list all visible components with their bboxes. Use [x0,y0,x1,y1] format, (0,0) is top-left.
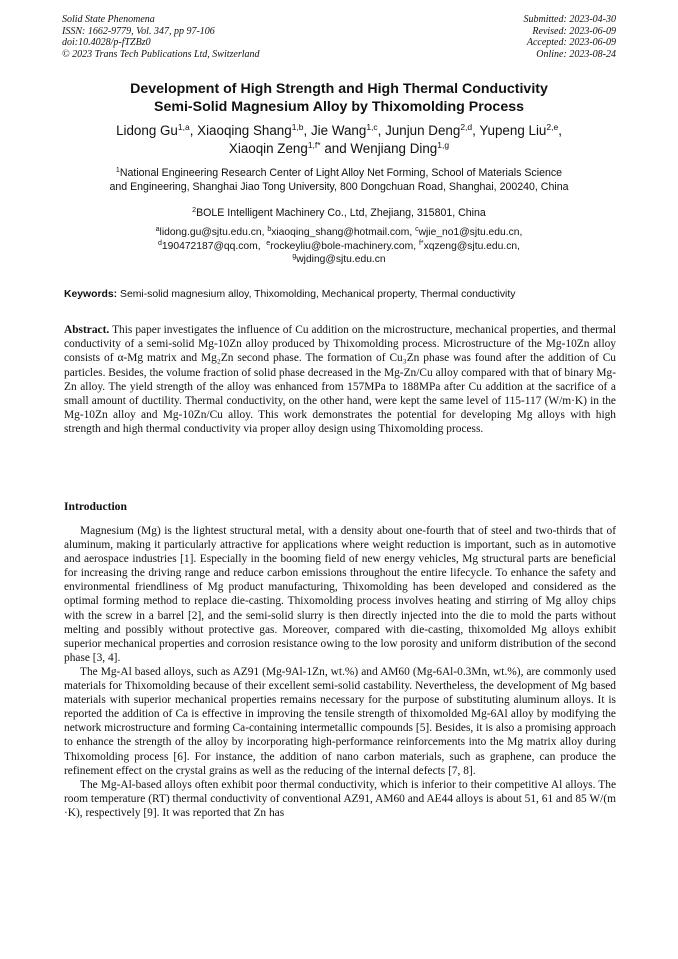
doi: doi:10.4028/p-fTZBz0 [62,37,151,48]
email-sup: d [158,239,162,247]
email-link[interactable]: wjie_no1@sjtu.edu.cn [418,227,520,238]
email-block: $^a$lidong.gu@sjtu.edu.cn, $^b$xiaoqing_shang@hotmail.com, $^c$wjie_no1@sjtu.edu.cn, $^d$190472187@qq.com, $^e$rockeyliu@bole-machinery.com, $^{f*}$xqzeng@sjtu.edu.cn, $^g$wjding@sjtu.edu.cn [155,226,523,265]
author-sup: 1,b [291,122,304,132]
revised-date: Revised: 2023-06-09 [532,25,616,37]
body-paragraph: The Mg-Al-based alloys often exhibit poor thermal conductivity, which is inferior to their competitive Al alloys. The room temperature (RT) thermal conductivity of conventional AZ91, AM60 and AE44 alloys is about 51, 61 and 85 W/(m ·K), respectively [9]. It was reported that Zn has [64,778,616,819]
email-sup: a [155,226,160,233]
author-name: Jie Wang [310,123,367,138]
affiliation-1-line-1: National Engineering Research Center of Light Alloy Net Forming, School of Materials Science [119,167,563,179]
author-sup: 1,f* [307,140,321,150]
author-name: Xiaoqing Shang [197,123,292,138]
keywords-label: Keywords: [64,289,118,300]
email-sup: b [267,226,272,233]
email-sup: g [292,253,297,260]
affiliation-1 [40,166,638,194]
abstract-label: Abstract. [64,324,110,336]
abstract-text: This paper investigates the influence of Cu addition on the microstructure, mechanical properties, and thermal conductivity of a semi-solid Mg-10Zn alloy produced by Thixomolding process. Microstructure of the Mg-10Zn alloy consists of α-Mg matrix and Mg₂Zn second phase. The formation of Cu₃Zn phase was found after the addition of Cu particles. Besides, the volume fraction of solid phase decreased in the Mg-Zn/Cu alloy compared with that of binary Mg-Zn alloy. The yield strength of the alloy was enhanced from 157MPa to 188MPa after Cu addition at the sacrifice of a small amount of ductility. Thermal conductivity, on the other hand, were kept the same level of 115-117 (W/m·K) in the Mg-10Zn alloy and Mg-10Zn/Cu alloy. This work demonstrates the potential for developing Mg alloys with high strength and high thermal conductivity via proper alloy design using Thixomolding process. [64,324,616,436]
journal-name: Solid State Phenomena [62,14,155,25]
email-link[interactable]: lidong.gu@sjtu.edu.cn [159,227,262,238]
journal-info [62,14,260,60]
author-sup: 1,g [437,140,450,150]
author-conjunction: and [324,141,347,156]
email-link[interactable]: wjding@sjtu.edu.cn [296,254,386,265]
author-sup: 2,d [460,122,473,132]
abstract [64,323,616,437]
author-sup: 1,c [366,122,378,132]
accepted-date: Accepted: 2023-06-09 [526,37,616,48]
author-sup: 1,a [177,122,190,132]
issn: ISSN: 1662-9779, Vol. 347, pp 97-106 [62,25,215,37]
affiliation-1-line-2: and Engineering, Shanghai Jiao Tong University, 800 Dongchuan Road, Shanghai, 200240, China [109,181,569,193]
author-name: Wenjiang Ding [350,141,438,156]
author-list: Lidong Gu$^{1,a}$, Xiaoqing Shang$^{1,b}$, Jie Wang$^{1,c}$, Junjun Deng$^{2,d}$, Yupeng Liu$^{2,e}$, Xiaoqin Zeng$^{1,f*}$ and Wenjiang Ding$^{1,g}$ [116,122,562,156]
email-sup: f* [418,239,424,247]
body-paragraph: The Mg-Al based alloys, such as AZ91 (Mg-9Al-1Zn, wt.%) and AM60 (Mg-6Al-0.3Mn, wt.%), are commonly used materials for Thixomolding because of their excellent semi-solid castability. Nevertheless, the development of Mg based materials with superior mechanical properties remains necessary for the purpose of substituting aluminum alloys. It is reported the addition of Ca is effective in improving the tensile strength of thixomolded Mg-6Al alloy by modifying the network microstructure and forming Ca-containing intermetallic compounds [5]. Besides, it is also a promising approach to enhance the strength of the alloy by incorporating high-performance reinforcements into the Mg matrix alloy during Thixomolding process [6]. For instance, the addition of nano carbon materials, such as graphene, can produce the refinement effect on the crystal grains as well as the reducing of the internal defects [7, 8]. [64,665,616,777]
paper-title [40,80,638,116]
email-sup: c [415,226,419,233]
publication-dates [524,14,617,60]
author-name: Xiaoqin Zeng [228,141,308,156]
email-link[interactable]: rockeyliu@bole-machinery.com [270,240,414,252]
title-line-2: Semi-Solid Magnesium Alloy by Thixomolding Process [154,99,524,115]
title-line-1: Development of High Strength and High Thermal Conductivity [130,81,548,97]
affiliation-2-text: BOLE Intelligent Machinery Co., Ltd, Zhejiang, 315801, China [196,207,486,219]
online-date: Online: 2023-08-24 [536,48,616,60]
author-name: Lidong Gu [116,123,178,138]
author-name: Yupeng Liu [479,123,547,138]
affiliation-sup: 2 [192,207,197,214]
affiliation-sup: 1 [115,167,120,174]
submitted-date: Submitted: 2023-04-30 [523,14,616,25]
affiliation-2 [40,206,638,220]
email-link[interactable]: xiaoqing_shang@hotmail.com [271,227,410,238]
keywords-text: Semi-solid magnesium alloy, Thixomolding, Mechanical property, Thermal conductivity [120,289,516,300]
email-link[interactable]: 190472187@qq.com [161,240,258,252]
author-name: Junjun Deng [385,123,461,138]
email-sup: e [266,239,271,247]
keywords [64,288,616,302]
section-heading-introduction: Introduction [64,500,127,513]
body-paragraph: Magnesium (Mg) is the lightest structural metal, with a density about one-fourth that of steel and two-thirds that of aluminum, making it particularly attractive for applications where weight reduction is important, such as in automotive and aerospace industries [1]. Especially in the booming field of new energy vehicles, Mg structural parts are beneficial for increasing the driving range and reduce carbon emissions throughout the entire lifecycle. To enhance the safety and environmental friendliness of Mg product manufacturing, Thixomolding has been developed and considered as the optimal forming method to replace die-casting. Thixomolding process involves heating and stirring of Mg alloy chips with the screw in a barrel [2], and the semi-solid slurry is then directly injected into the die to mold the parts without melting and possibly without protective gas. Moreover, compared with die-casting, thixomolded Mg alloys exhibit superior mechanical properties and corrosion resistance owing to the low porosity and uniform distribution of the second phase [3, 4]. [64,525,616,664]
author-sup: 2,e [546,122,559,132]
email-link[interactable]: xqzeng@sjtu.edu.cn [423,240,518,252]
introduction-body [64,524,616,820]
copyright: © 2023 Trans Tech Publications Ltd, Switzerland [62,48,260,60]
